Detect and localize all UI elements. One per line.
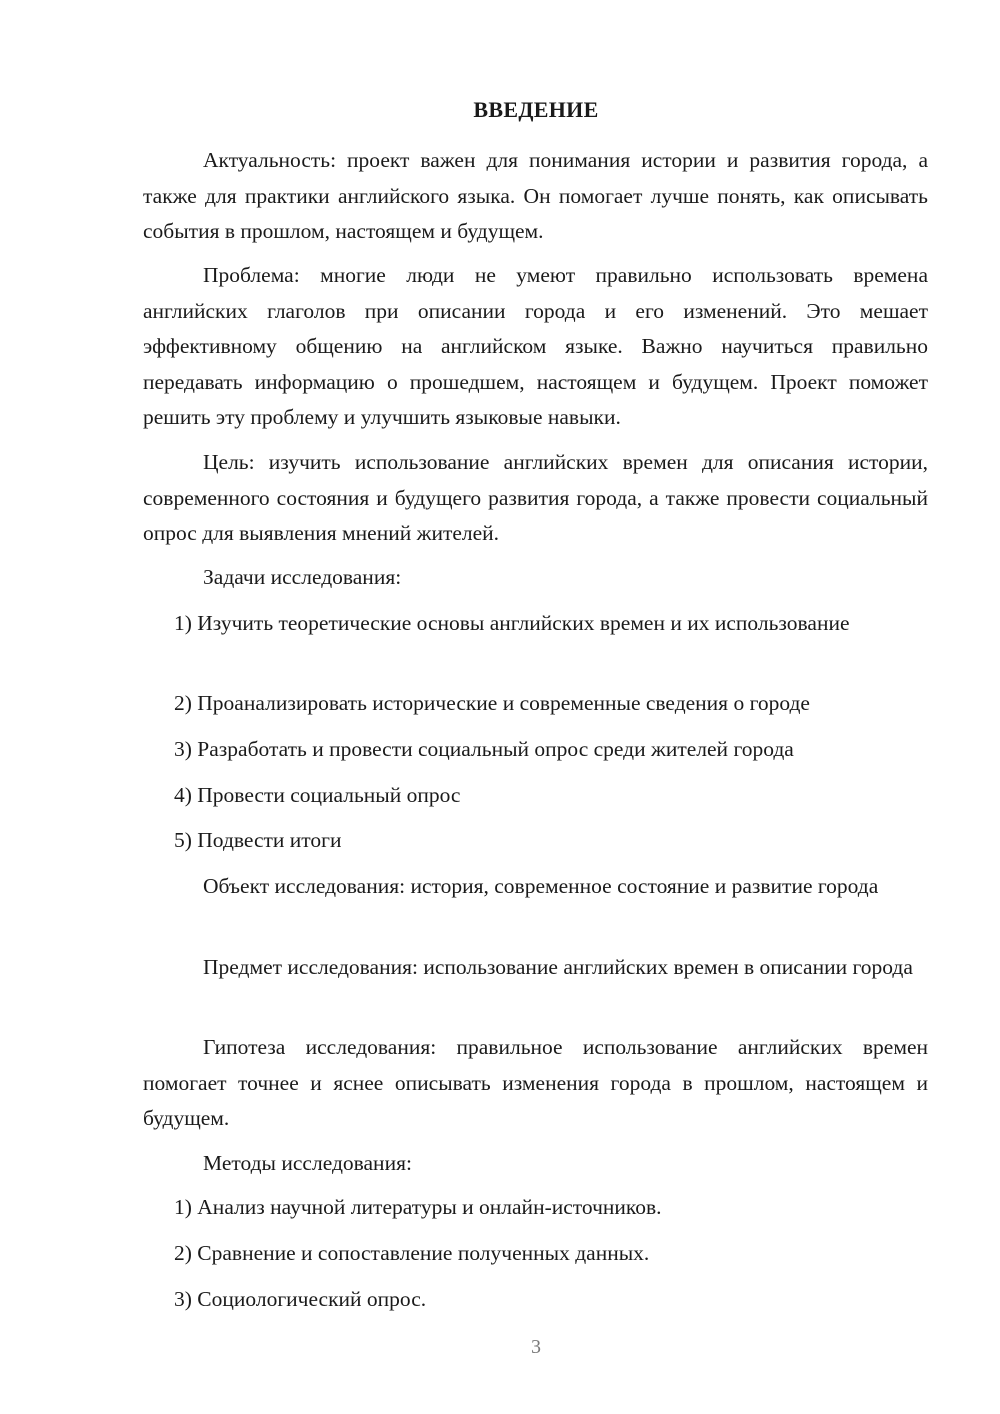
- list-item-task-5: 5) Подвести итоги: [174, 828, 342, 852]
- paragraph-methods-heading: Методы исследования:: [203, 1151, 412, 1175]
- paragraph-goal: Цель: изучить использование английских времен для описания истории, современного состояния и будущего развития города, а также провести социальный опрос для выявления мнений жителей.: [143, 450, 928, 545]
- list-item-method-2: 2) Сравнение и сопоставление полученных данных.: [174, 1241, 650, 1265]
- paragraph-hypothesis: Гипотеза исследования: правильное использование английских времен помогает точнее и яснее описывать изменения города в прошлом, настоящем и будущем.: [143, 1035, 928, 1130]
- paragraph-subject: Предмет исследования: использование английских времен в описании города: [203, 955, 913, 979]
- list-item-task-1: 1) Изучить теоретические основы английских времен и их использование: [174, 611, 850, 635]
- list-item-task-4: 4) Провести социальный опрос: [174, 783, 461, 807]
- list-item-method-1: 1) Анализ научной литературы и онлайн-источников.: [174, 1195, 662, 1219]
- paragraph-object: Объект исследования: история, современное состояние и развитие города: [203, 874, 879, 898]
- list-item-method-3: 3) Социологический опрос.: [174, 1287, 427, 1311]
- list-item-task-3: 3) Разработать и провести социальный опрос среди жителей города: [174, 737, 794, 761]
- paragraph-relevance: Актуальность: проект важен для понимания истории и развития города, а также для практики английского языка. Он помогает лучше понять, как описывать события в прошлом, настоящем и будущем.: [143, 148, 928, 243]
- list-item-task-2: 2) Проанализировать исторические и современные сведения о городе: [174, 691, 810, 715]
- paragraph-problem: Проблема: многие люди не умеют правильно использовать времена английских глаголов при описании города и его изменений. Это мешает эффективному общению на английском языке. Важно научиться правильно передавать информацию о прошедшем, настоящем и будущем. Проект поможет решить эту проблему и улучшить языковые навыки.: [143, 263, 928, 429]
- page-number: 3: [531, 1336, 541, 1358]
- page-title: ВВЕДЕНИЕ: [473, 97, 599, 122]
- paragraph-tasks-heading: Задачи исследования:: [203, 565, 402, 589]
